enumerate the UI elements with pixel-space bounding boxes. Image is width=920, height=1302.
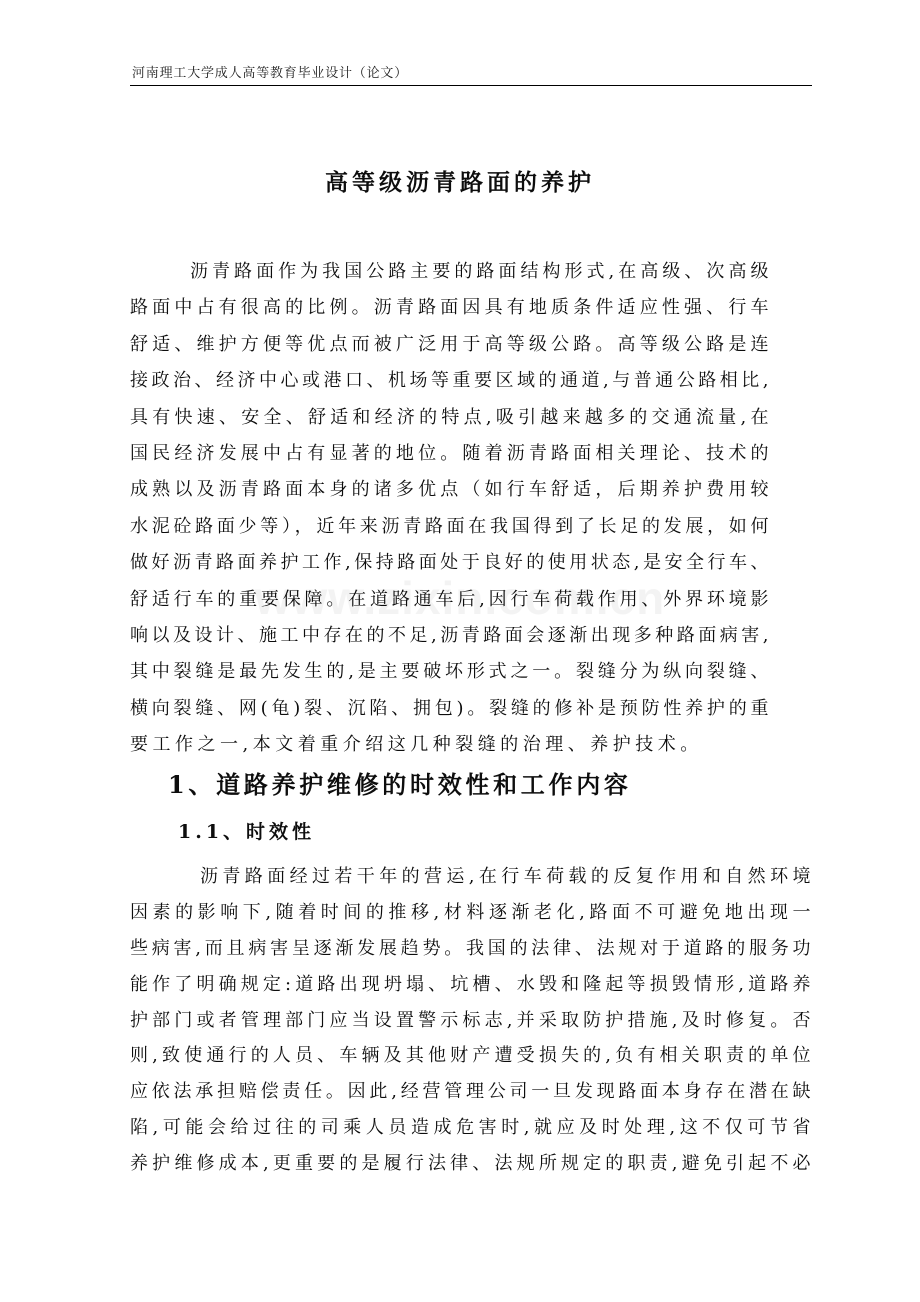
body-line: 些病害,而且病害呈逐渐发展趋势。我国的法律、法规对于道路的服务功: [130, 937, 812, 959]
intro-line: 舒适行车的重要保障。在道路通车后,因行车荷载作用、外界环境影: [130, 588, 770, 610]
subsection-heading-1-1: 1.1、时效性: [178, 821, 316, 843]
body-line: 沥青路面经过若干年的营运,在行车荷载的反复作用和自然环境: [200, 866, 812, 887]
intro-line: 做好沥青路面养护工作,保持路面处于良好的使用状态,是安全行车、: [130, 552, 770, 574]
running-header: [130, 62, 812, 85]
header-rule: [130, 85, 812, 86]
body-line: 则,致使通行的人员、车辆及其他财产遭受损失的,负有相关职责的单位: [130, 1045, 812, 1067]
body-line: 应依法承担赔偿责任。因此,经营管理公司一旦发现路面本身存在潜在缺: [130, 1081, 812, 1103]
body-line: 陷,可能会给过往的司乘人员造成危害时,就应及时处理,这不仅可节省: [130, 1117, 812, 1139]
intro-line: 舒适、维护方便等优点而被广泛用于高等级公路。高等级公路是连: [130, 333, 770, 355]
intro-line: 国民经济发展中占有显著的地位。随着沥青路面相关理论、技术的: [130, 442, 770, 464]
intro-line: 成熟以及沥青路面本身的诸多优点（如行车舒适，后期养护费用较: [130, 479, 770, 501]
intro-line: 路面中占有很高的比例。沥青路面因具有地质条件适应性强、行车: [130, 297, 770, 319]
body-line: 护部门或者管理部门应当设置警示标志,并采取防护措施,及时修复。否: [130, 1009, 812, 1031]
subsection-1-1-paragraph: [130, 859, 812, 1182]
document-title: 高等级沥青路面的养护: [325, 169, 595, 196]
intro-line: 接政治、经济中心或港口、机场等重要区域的通道,与普通公路相比,: [130, 370, 770, 392]
body-line: 因素的影响下,随着时间的推移,材料逐渐老化,路面不可避免地出现一: [130, 901, 812, 923]
intro-line: 水泥砼路面少等），近年来沥青路面在我国得到了长足的发展，如何: [130, 515, 770, 537]
running-header-text: 河南理工大学成人高等教育毕业设计（论文）: [132, 66, 409, 81]
body-line: 能作了明确规定:道路出现坍塌、坑槽、水毁和隆起等损毁情形,道路养: [130, 973, 812, 995]
intro-line: 具有快速、安全、舒适和经济的特点,吸引越来越多的交通流量,在: [130, 406, 770, 428]
intro-line: 响以及设计、施工中存在的不足,沥青路面会逐渐出现多种路面病害,: [130, 624, 770, 646]
intro-line: 其中裂缝是最先发生的,是主要破坏形式之一。裂缝分为纵向裂缝、: [130, 661, 770, 683]
section-heading-1: 1、道路养护维修的时效性和工作内容: [168, 770, 632, 799]
intro-line: 横向裂缝、网(龟)裂、沉陷、拥包)。裂缝的修补是预防性养护的重: [130, 697, 770, 719]
intro-line: 要工作之一,本文着重介绍这几种裂缝的治理、养护技术。: [130, 734, 703, 756]
body-line: 养护维修成本,更重要的是履行法律、法规所规定的职责,避免引起不必: [130, 1153, 812, 1175]
intro-line: 沥青路面作为我国公路主要的路面结构形式,在高级、次高级: [190, 261, 770, 282]
intro-paragraph: [130, 254, 770, 763]
